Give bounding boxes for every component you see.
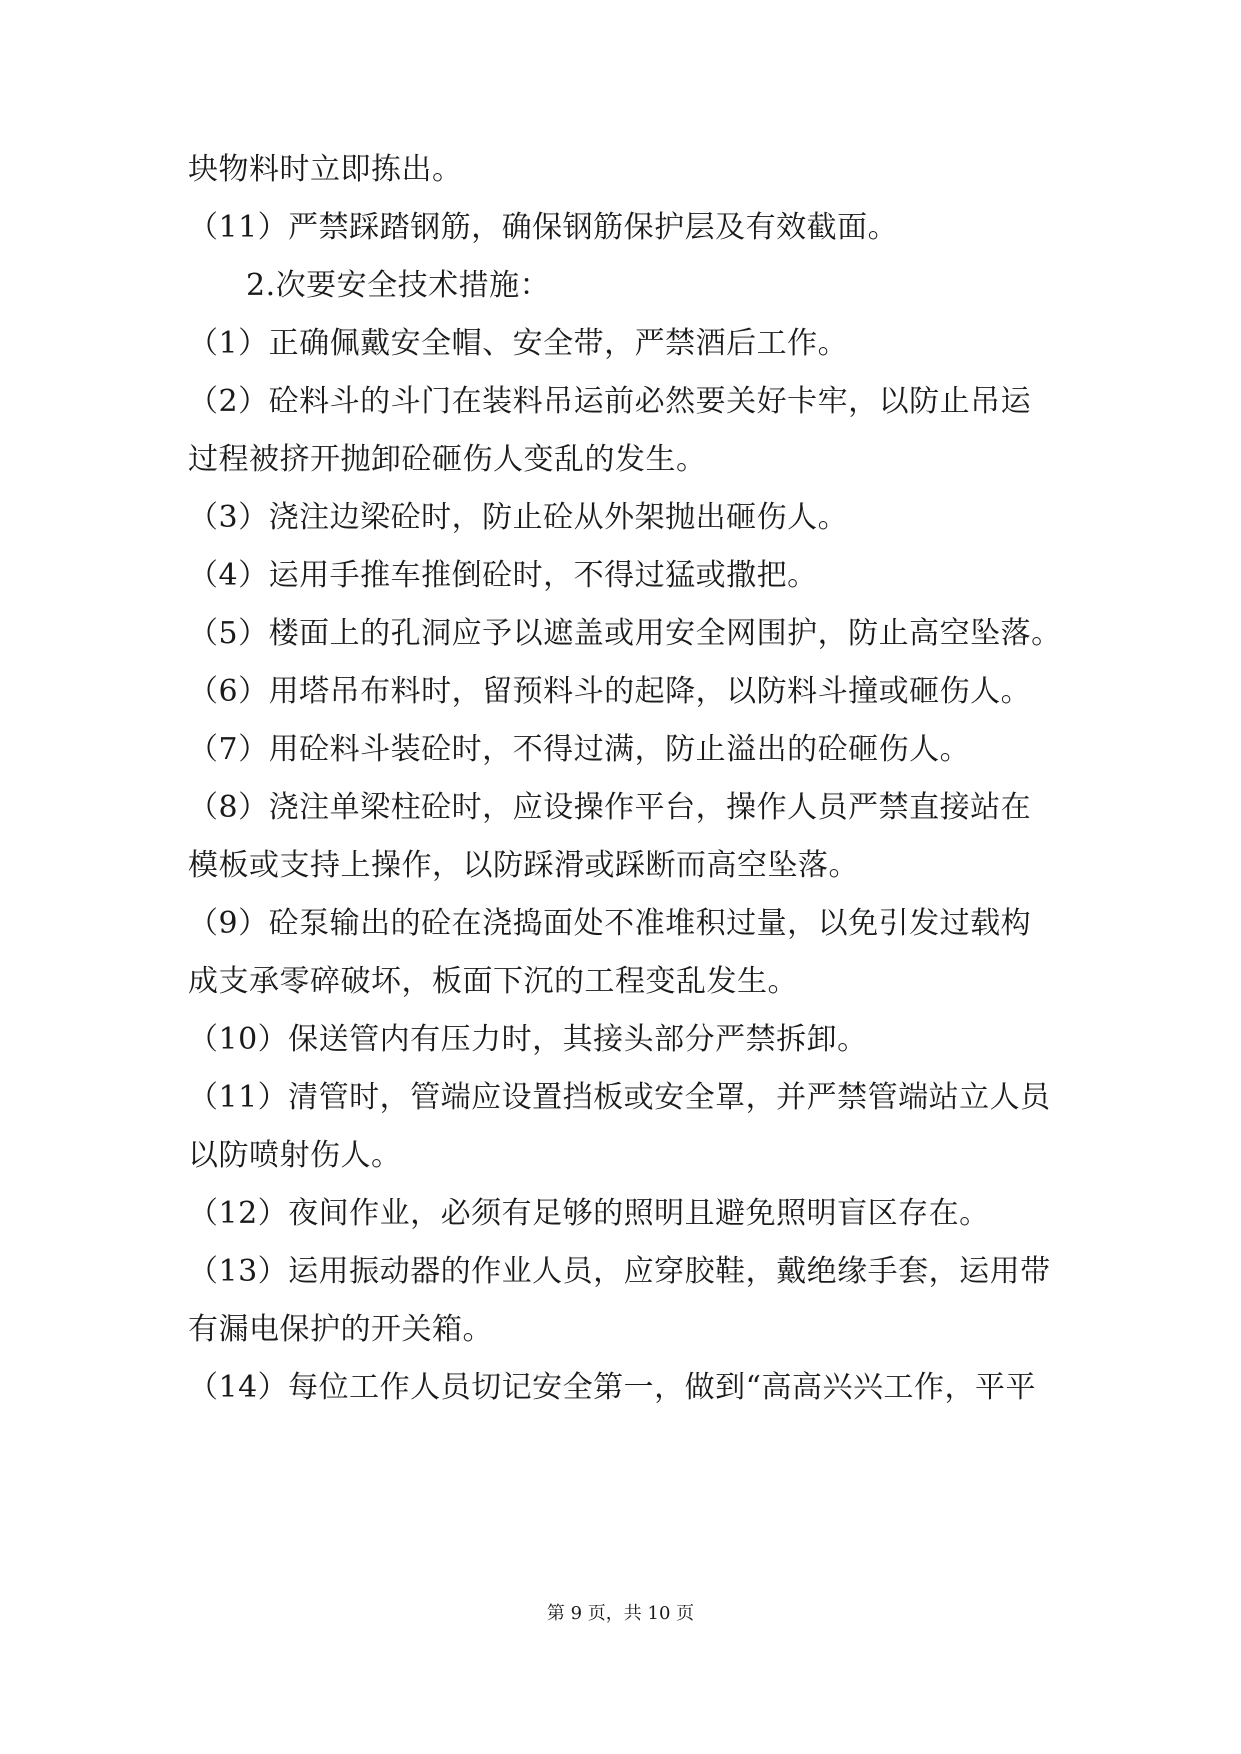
text-line: （5）楼面上的孔洞应予以遮盖或用安全网围护，防止高空坠落。 xyxy=(188,616,1062,651)
text-line: （6）用塔吊布料时，留预料斗的起降，以防料斗撞或砸伤人。 xyxy=(188,674,1032,709)
text-line: （1）正确佩戴安全帽、安全带，严禁酒后工作。 xyxy=(188,326,849,361)
text-line: 模板或支持上操作，以防踩滑或踩断而高空坠落。 xyxy=(188,848,859,883)
text-line: （9）砼泵输出的砼在浇捣面处不准堆积过量，以免引发过载构 xyxy=(188,906,1032,941)
text-line: （3）浇注边梁砼时，防止砼从外架抛出砸伤人。 xyxy=(188,500,849,535)
text-line: （11）清管时，管端应设置挡板或安全罩，并严禁管端站立人员 xyxy=(188,1080,1051,1115)
section-heading: 2.次要安全技术措施： xyxy=(246,268,551,303)
text-line: 以防喷射伤人。 xyxy=(188,1138,402,1173)
text-line: （12）夜间作业，必须有足够的照明且避免照明盲区存在。 xyxy=(188,1196,990,1231)
text-line: （10）保送管内有压力时，其接头部分严禁拆卸。 xyxy=(188,1022,868,1057)
text-line: （7）用砼料斗装砼时，不得过满，防止溢出的砼砸伤人。 xyxy=(188,732,971,767)
page-number-footer: 第 9 页，共 10 页 xyxy=(546,1603,695,1624)
text-line: （8）浇注单梁柱砼时，应设操作平台，操作人员严禁直接站在 xyxy=(188,790,1032,825)
text-line: （2）砼料斗的斗门在装料吊运前必然要关好卡牢，以防止吊运 xyxy=(188,384,1032,419)
text-line: 有漏电保护的开关箱。 xyxy=(188,1312,493,1347)
text-line: 成支承零碎破坏，板面下沉的工程变乱发生。 xyxy=(188,964,798,999)
text-line: 块物料时立即拣出。 xyxy=(188,152,463,187)
text-line: （4）运用手推车推倒砼时，不得过猛或撒把。 xyxy=(188,558,818,593)
text-line: （13）运用振动器的作业人员，应穿胶鞋，戴绝缘手套，运用带 xyxy=(188,1254,1051,1289)
text-line: 过程被挤开抛卸砼砸伤人变乱的发生。 xyxy=(188,442,707,477)
text-line: （14）每位工作人员切记安全第一，做到“高高兴兴工作，平平 xyxy=(188,1370,1037,1405)
text-line: （11）严禁踩踏钢筋，确保钢筋保护层及有效截面。 xyxy=(188,210,899,245)
